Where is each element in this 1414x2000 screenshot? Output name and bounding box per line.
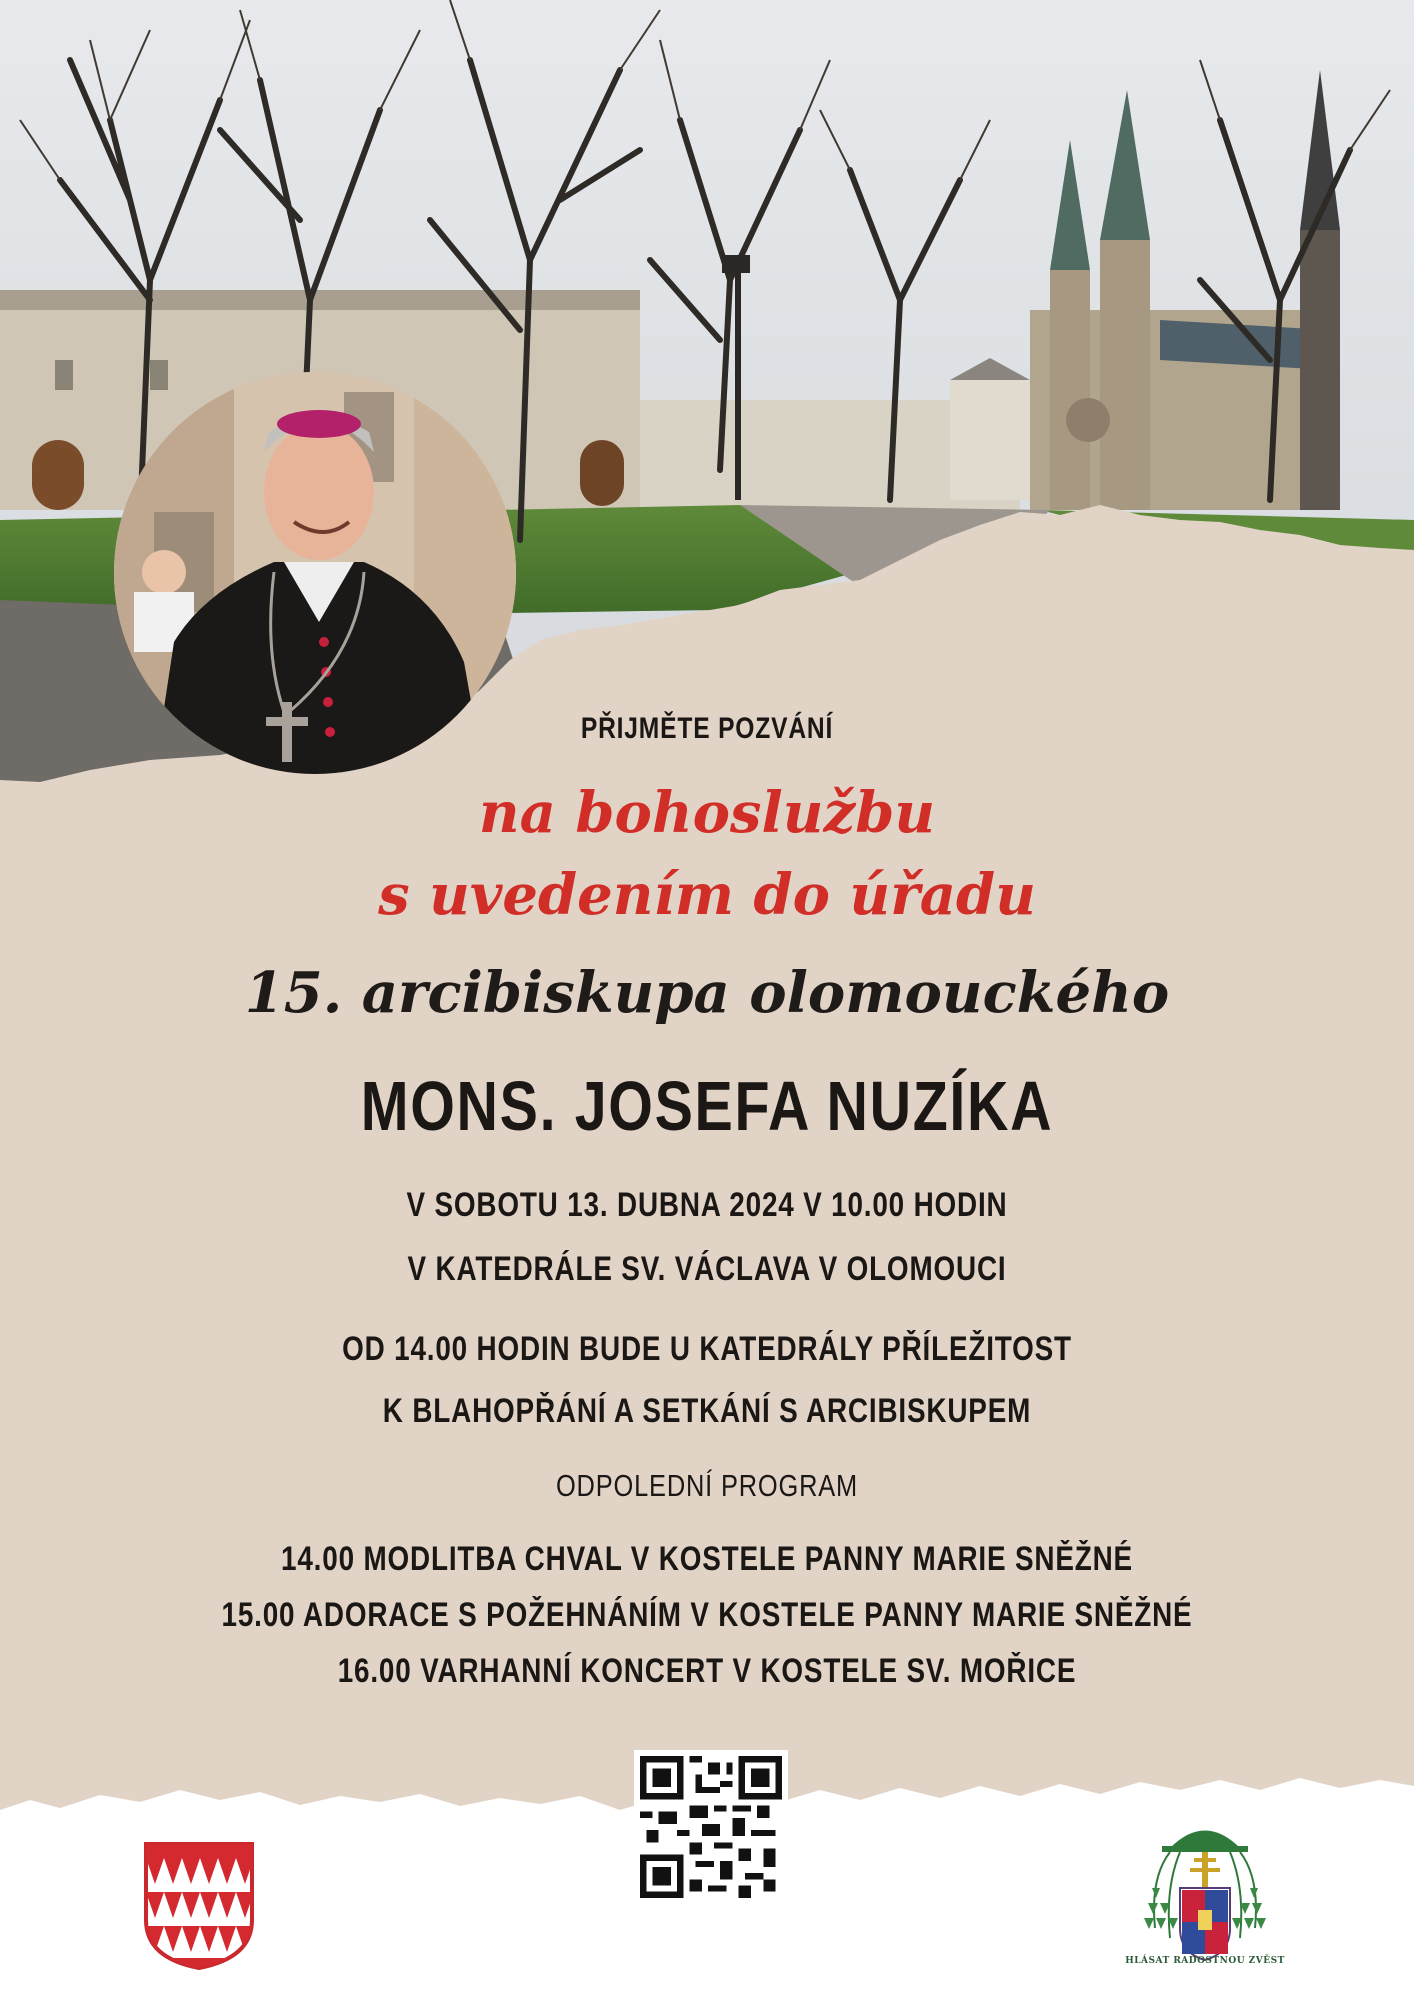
event-place: V KATEDRÁLE SV. VÁCLAVA V OLOMOUCI — [407, 1250, 1007, 1288]
program-item: 14.00 MODLITBA CHVAL V KOSTELE PANNY MARIE SNĚŽNÉ — [281, 1540, 1133, 1578]
program-item: 15.00 ADORACE S POŽEHNÁNÍM V KOSTELE PANNY MARIE SNĚŽNÉ — [221, 1596, 1193, 1634]
event-date: V SOBOTU 13. DUBNA 2024 V 10.00 HODIN — [406, 1186, 1008, 1224]
program-item: 16.00 VARHANNÍ KONCERT V KOSTELE SV. MOŘICE — [337, 1652, 1077, 1690]
qr-code[interactable] — [634, 1750, 788, 1904]
coat-of-arms-motto: HLÁSAT RADOSTNOU ZVĚST — [1125, 1956, 1285, 1966]
archbishop-name: MONS. JOSEFA NUZÍKA — [360, 1067, 1054, 1145]
greeting-line2: K BLAHOPŘÁNÍ A SETKÁNÍ S ARCIBISKUPEM — [382, 1392, 1032, 1430]
program-heading: ODPOLEDNÍ PROGRAM — [555, 1468, 859, 1503]
service-title-line2: s uvedením do úřadu — [378, 862, 1036, 928]
service-title-line1: na bohoslužbu — [478, 780, 936, 846]
municipal-shield-logo — [142, 1840, 256, 1972]
greeting-line1: OD 14.00 HODIN BUDE U KATEDRÁLY PŘÍLEŽITOST — [342, 1330, 1072, 1368]
invitation-intro: PŘIJMĚTE POZVÁNÍ — [580, 712, 834, 745]
archbishop-line: 15. arcibiskupa olomouckého — [244, 960, 1170, 1026]
